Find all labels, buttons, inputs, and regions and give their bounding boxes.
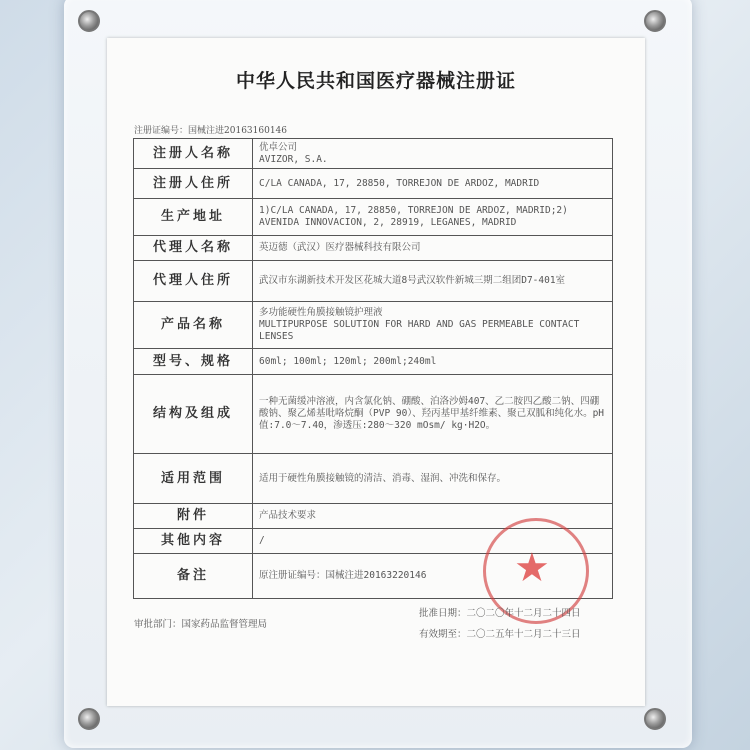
row-value-line: 一种无菌缓冲溶液，内含氯化钠、硼酸、泊洛沙姆407、乙二胺四乙酸二钠、四硼酸钠、聚乙烯基吡咯烷酮（PVP 90）、羟丙基甲基纤维素、聚己双胍和纯化水。pH值:7.0～7.40，渗透压:280～320 mOsm/ kg·H2O。	[259, 396, 605, 431]
row-value	[253, 199, 613, 236]
row-value-line: C/LA CANADA, 17, 28850, TORREJON DE ARDOZ, MADRID	[259, 177, 540, 189]
screw-icon	[78, 708, 100, 730]
cert-number-label: 注册证编号：	[134, 126, 189, 136]
table-row	[134, 302, 613, 349]
screw-icon	[78, 10, 100, 32]
row-label: 型号、规格	[134, 349, 253, 375]
row-value-line: 适用于硬性角膜接触镜的清洁、消毒、湿润、冲洗和保存。	[259, 472, 507, 484]
row-value-line: AVIZOR, S.A.	[259, 153, 328, 165]
table-row	[134, 349, 613, 375]
table-row	[134, 236, 613, 261]
table-row	[134, 139, 613, 169]
table-row	[134, 454, 613, 504]
row-label: 注册人名称	[134, 139, 253, 169]
row-value	[253, 261, 613, 302]
row-value	[253, 349, 613, 375]
cert-number	[134, 123, 287, 136]
row-label: 生产地址	[134, 199, 253, 236]
row-value	[253, 139, 613, 169]
table-row	[134, 199, 613, 236]
row-label: 其他内容	[134, 529, 253, 554]
row-value	[253, 375, 613, 454]
screw-icon	[644, 10, 666, 32]
row-value	[253, 302, 613, 349]
row-label: 代理人住所	[134, 261, 253, 302]
valid-until: 有效期至：二〇二五年十二月二十三日	[419, 629, 581, 640]
screw-icon	[644, 708, 666, 730]
row-label: 注册人住所	[134, 169, 253, 199]
row-label: 代理人名称	[134, 236, 253, 261]
row-label: 适用范围	[134, 454, 253, 504]
approval-date: 批准日期：二〇二〇年十二月二十四日	[419, 608, 581, 619]
row-value-line: 1)C/LA CANADA, 17, 28850, TORREJON DE ARDOZ, MADRID;2)	[259, 205, 568, 216]
certificate	[107, 38, 645, 706]
row-label: 附件	[134, 504, 253, 529]
row-value-line: 英迈德（武汉）医疗器械科技有限公司	[259, 242, 421, 253]
row-value	[253, 169, 613, 199]
row-value-line: AVENIDA INNOVACION, 2, 28919, LEGANES, MADRID	[259, 217, 517, 228]
approval-dept: 审批部门：国家药品监督管理局	[134, 619, 268, 630]
star-icon: ★	[514, 545, 550, 591]
row-value	[253, 236, 613, 261]
certificate-title: 中华人民共和国医疗器械注册证	[235, 70, 516, 92]
row-value-line: 产品技术要求	[259, 510, 317, 521]
row-value-line: MULTIPURPOSE SOLUTION FOR HARD AND GAS PERMEABLE CONTACT LENSES	[259, 319, 580, 342]
row-label: 产品名称	[134, 302, 253, 349]
row-value	[253, 454, 613, 504]
cert-number-value: 国械注进20163160146	[188, 126, 288, 136]
row-value-line: 优卓公司	[259, 141, 298, 153]
row-value-line: 多功能硬性角膜接触镜护理液	[259, 307, 383, 318]
row-label: 备注	[134, 554, 253, 599]
table-row	[134, 169, 613, 199]
row-value-line: /	[259, 535, 265, 546]
table-row	[134, 261, 613, 302]
table-row	[134, 375, 613, 454]
row-value-line: 原注册证编号：国械注进20163220146	[259, 570, 427, 581]
row-value-line: 60ml; 100ml; 120ml; 200ml;240ml	[259, 355, 437, 367]
row-label: 结构及组成	[134, 375, 253, 454]
row-value-line: 武汉市东湖新技术开发区花城大道8号武汉软件新城三期二组团D7-401室	[259, 275, 566, 286]
